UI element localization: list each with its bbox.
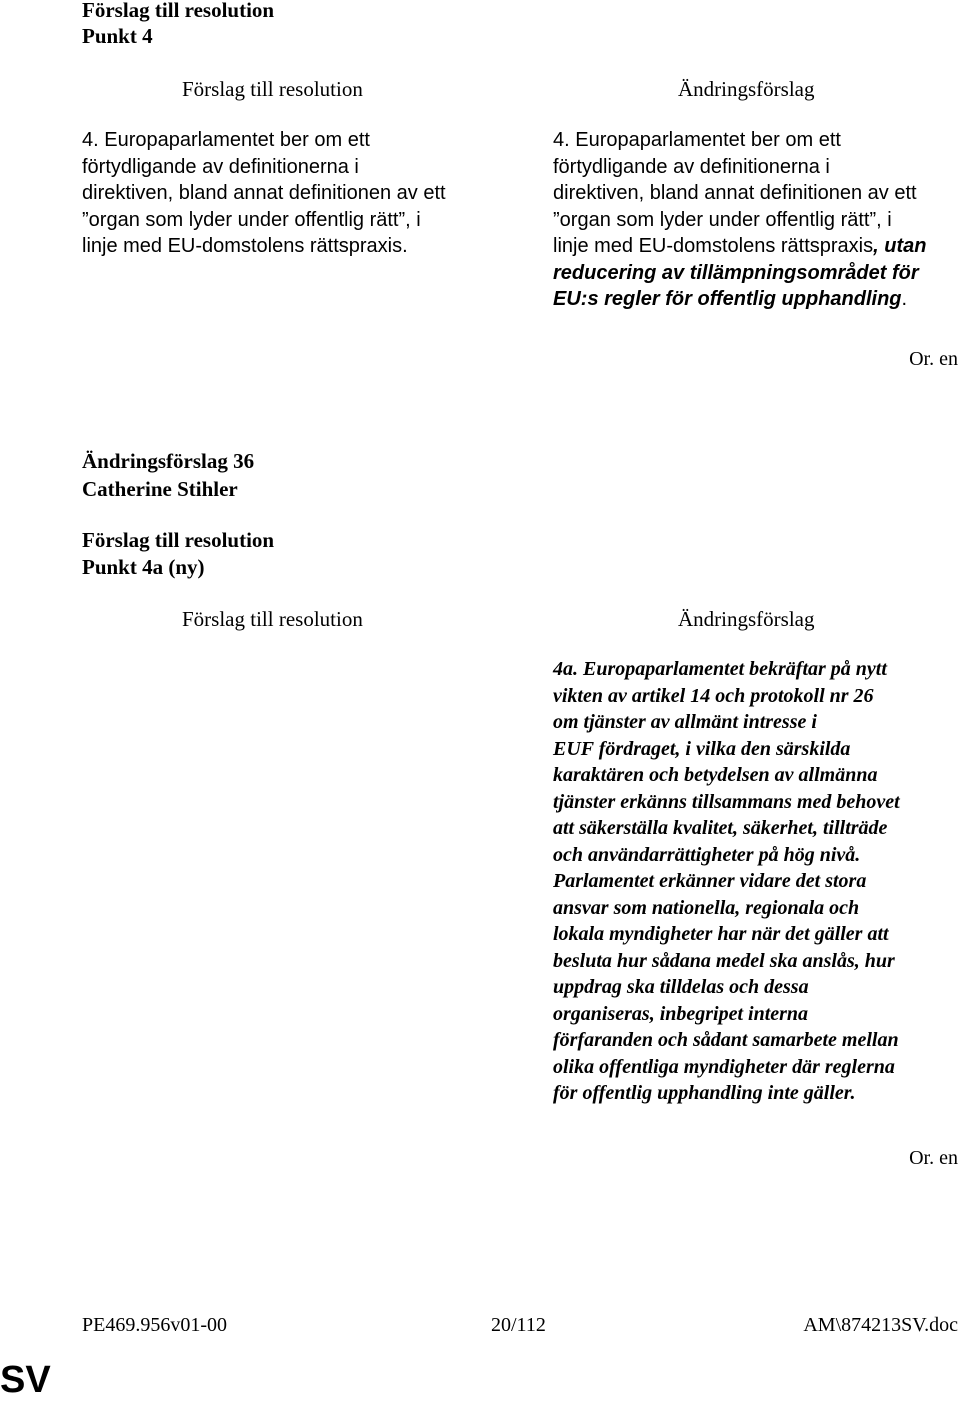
text-line: att säkerställa kvalitet, säkerhet, tillträde (553, 817, 888, 839)
text-line: linje med EU-domstolens rättspraxis. (82, 235, 408, 257)
text-line: organiseras, inbegripet interna (553, 1002, 809, 1025)
text-line: för offentlig upphandling inte gäller. (553, 1082, 856, 1104)
text-span: linje med EU-domstolens rättspraxis (553, 235, 874, 257)
text-line: olika offentliga myndigheter där reglerna (553, 1055, 895, 1078)
amendment-section: Punkt 4a (ny) (82, 555, 205, 579)
origin-language: Or. en (909, 1147, 958, 1169)
text-line: EUF fördraget, i vilka den särskilda (553, 737, 851, 760)
file-name: AM\874213SV.doc (803, 1314, 958, 1336)
amendment-title: Ändringsförslag 36 (82, 449, 255, 473)
page-number: 20/112 (491, 1314, 546, 1336)
right-column-header: Ändringsförslag (678, 77, 815, 101)
text-line: vikten av artikel 14 och protokoll nr 26 (553, 684, 874, 707)
text-line: ”organ som lyder under offentlig rätt”, i (82, 208, 421, 231)
text-line: besluta hur sådana medel ska anslås, hur (553, 949, 895, 972)
text-span: . (901, 288, 908, 310)
text-line: 4. Europaparlamentet ber om ett (82, 129, 370, 151)
right-column-header: Ändringsförslag (678, 607, 815, 631)
text-line: och användarrättigheter på hög nivå. (553, 843, 861, 866)
text-line: om tjänster av allmänt intresse i (553, 711, 817, 733)
document-reference: PE469.956v01-00 (82, 1314, 227, 1336)
text-line: ”organ som lyder under offentlig rätt”, i (553, 208, 892, 231)
text-line: Parlamentet erkänner vidare det stora (553, 870, 867, 892)
amended-text (553, 656, 900, 1107)
text-line (553, 233, 926, 260)
text-line: förtydligande av definitionerna i (82, 155, 359, 178)
text-line: uppdrag ska tilldelas och dessa (553, 976, 809, 998)
text-line: karaktären och betydelsen av allmänna (553, 764, 878, 786)
text-line: 4a. Europaparlamentet bekräftar på nytt (553, 658, 887, 680)
text-line: direktiven, bland annat definitionen av ett (553, 182, 917, 204)
inserted-text: EU:s regler för offentlig upphandling (553, 288, 902, 310)
section-label: Punkt 4 (82, 24, 153, 48)
amendment-document: Förslag till resolution (82, 528, 275, 552)
amended-text (553, 127, 926, 313)
text-line (553, 286, 926, 313)
page-title: Förslag till resolution (82, 0, 275, 22)
text-line: tjänster erkänns tillsammans med behovet (553, 790, 900, 813)
original-text (82, 127, 446, 260)
origin-language: Or. en (909, 348, 958, 370)
left-column-header: Förslag till resolution (182, 607, 363, 631)
text-line: 4. Europaparlamentet ber om ett (553, 129, 841, 151)
amendment-author: Catherine Stihler (82, 477, 238, 501)
text-line: direktiven, bland annat definitionen av ett (82, 182, 446, 204)
text-line: lokala myndigheter har när det gäller att (553, 923, 889, 945)
inserted-text: , utan (873, 235, 927, 257)
inserted-text: reducering av tillämpningsområdet för (553, 261, 919, 284)
left-column-header: Förslag till resolution (182, 77, 363, 101)
text-line: förtydligande av definitionerna i (553, 155, 830, 178)
text-line: ansvar som nationella, regionala och (553, 896, 860, 919)
language-code: SV (0, 1359, 51, 1401)
text-line: förfaranden och sådant samarbete mellan (553, 1029, 899, 1051)
